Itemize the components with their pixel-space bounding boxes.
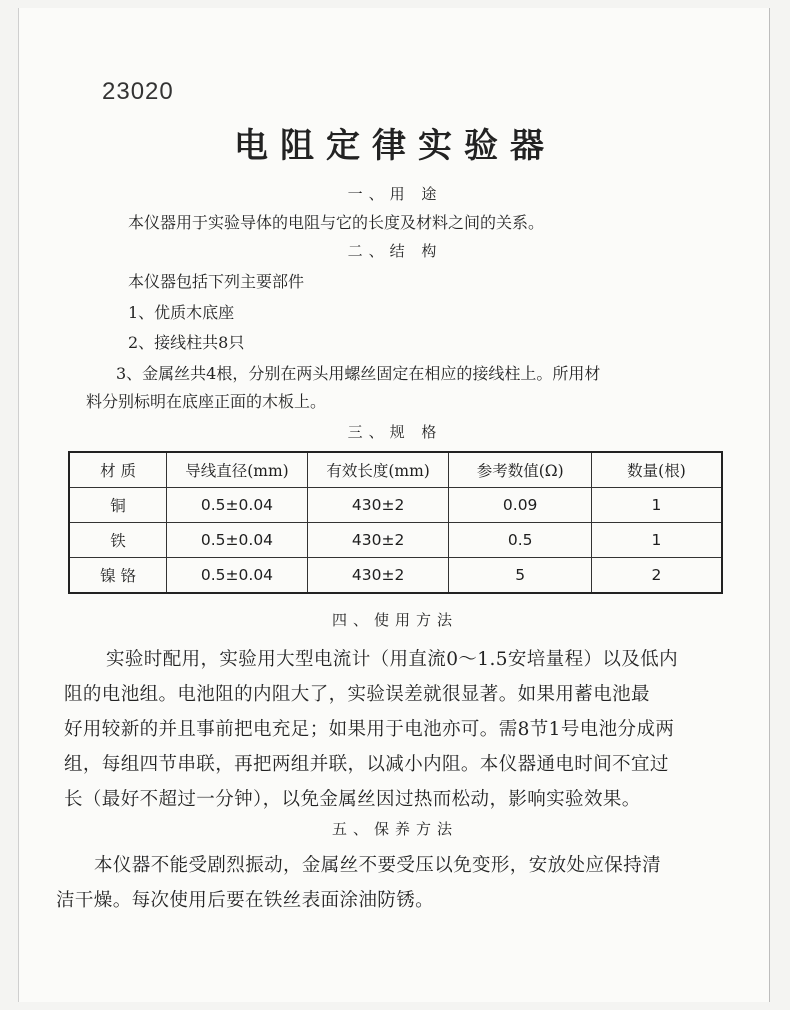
method-heading: 四、使用方法	[331, 611, 458, 629]
cell-reference-value: 0.09	[449, 488, 592, 523]
header-material: 材 质	[69, 452, 167, 488]
structure-item-3-continued: 料分别标明在底座正面的木板上。	[86, 392, 327, 411]
spec-table-header-row	[69, 452, 722, 488]
cell-diameter: 0.5±0.04	[167, 558, 308, 594]
cell-material: 铁	[69, 523, 167, 558]
usage-heading: 一、用 途	[347, 185, 443, 203]
cell-length: 430±2	[307, 558, 449, 594]
maintenance-line: 洁干燥。每次使用后要在铁丝表面涂油防锈。	[56, 890, 435, 911]
method-line: 好用较新的并且事前把电充足；如果用于电池亦可。需8节1号电池分成两	[64, 719, 675, 740]
method-line: 阻的电池组。电池阻的内阻大了，实验误差就很显著。如果用蓄电池最	[64, 684, 650, 705]
cell-length: 430±2	[307, 488, 449, 523]
method-line: 长（最好不超过一分钟），以免金属丝因过热而松动，影响实验效果。	[64, 789, 641, 810]
header-length: 有效长度(mm)	[307, 452, 449, 488]
method-line: 实验时配用，实验用大型电流计（用直流0～1.5安培量程）以及低内	[106, 649, 678, 670]
header-reference-value: 参考数值(Ω)	[449, 452, 592, 488]
spec-heading: 三、规 格	[347, 423, 443, 441]
table-row	[69, 523, 722, 558]
cell-material: 镍 铬	[69, 558, 167, 594]
cell-diameter: 0.5±0.04	[167, 523, 308, 558]
cell-diameter: 0.5±0.04	[167, 488, 308, 523]
spec-table	[68, 451, 723, 594]
method-line: 组，每组四节串联，再把两组并联，以减小内阻。本仪器通电时间不宜过	[64, 754, 669, 775]
header-diameter: 导线直径(mm)	[167, 452, 308, 488]
structure-heading: 二、结 构	[347, 242, 443, 260]
cell-reference-value: 0.5	[449, 523, 592, 558]
table-row	[69, 488, 722, 523]
structure-item-2: 2、接线柱共8只	[128, 333, 245, 352]
structure-intro: 本仪器包括下列主要部件	[128, 272, 305, 291]
table-row	[69, 558, 722, 594]
structure-item-3: 3、金属丝共4根，分别在两头用螺丝固定在相应的接线柱上。所用材	[116, 364, 601, 383]
cell-length: 430±2	[307, 523, 449, 558]
document-number: 23020	[102, 78, 174, 105]
cell-quantity: 1	[591, 523, 722, 558]
cell-reference-value: 5	[449, 558, 592, 594]
usage-text: 本仪器用于实验导体的电阻与它的长度及材料之间的关系。	[128, 213, 545, 232]
cell-quantity: 2	[591, 558, 722, 594]
maintenance-line: 本仪器不能受剧烈振动，金属丝不要受压以免变形，安放处应保持清	[94, 855, 662, 876]
header-quantity: 数量(根)	[591, 452, 722, 488]
cell-quantity: 1	[591, 488, 722, 523]
structure-item-1: 1、优质木底座	[128, 303, 235, 322]
document-title: 电阻定律实验器	[234, 126, 556, 166]
cell-material: 铜	[69, 488, 167, 523]
maintenance-heading: 五、保养方法	[331, 820, 458, 838]
